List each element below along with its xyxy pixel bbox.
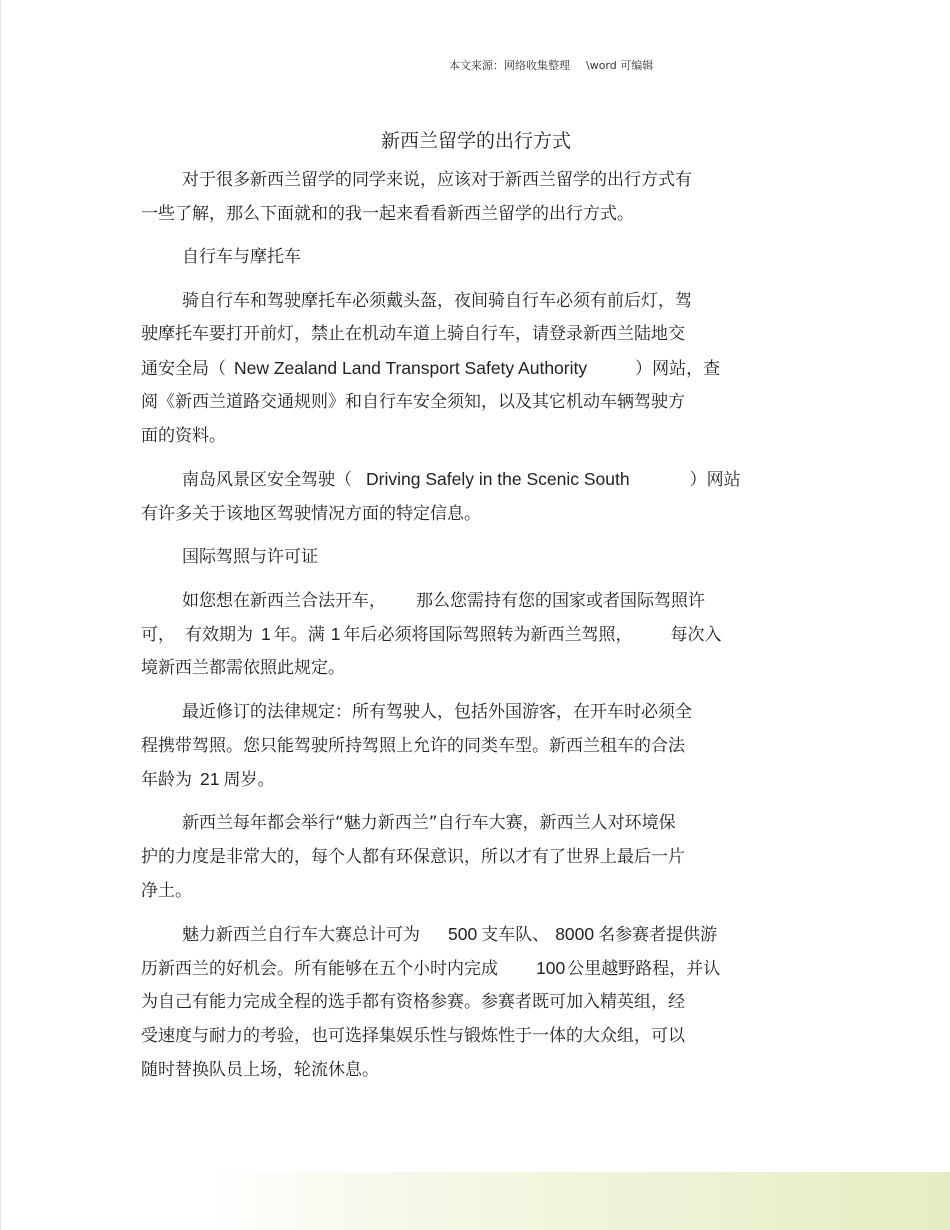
section-heading: 国际驾照与许可证	[182, 547, 318, 567]
paragraph-line: 受速度与耐力的考验，也可选择集娱乐性与锻炼性于一体的大众组，可以	[141, 1026, 685, 1046]
text-run: 魅力新西兰自行车大赛总计可为	[182, 925, 420, 945]
paragraph-line: 面的资料。	[141, 426, 226, 446]
number: 1	[261, 624, 271, 644]
text-run: 周岁。	[223, 770, 275, 790]
text-run: 支车队、	[481, 925, 550, 945]
english-term: New Zealand Land Transport Safety Authority	[234, 358, 588, 378]
text-run: 名参赛者提供游	[598, 925, 718, 945]
text-run: 如您想在新西兰合法开车，	[182, 591, 386, 611]
text-run: 那么您需持有您的国家或者国际驾照许	[416, 591, 705, 611]
paragraph-line: 随时替换队员上场，轮流休息。	[141, 1060, 379, 1080]
text-run: 每次入	[670, 625, 722, 645]
number: 500	[448, 924, 478, 944]
paragraph-line: 新西兰每年都会举行“魅力新西兰”自行车大赛，新西兰人对环境保	[182, 813, 676, 833]
paragraph-line: 对于很多新西兰留学的同学来说，应该对于新西兰留学的出行方式有	[182, 170, 692, 190]
text-run: 公里越野路程，并认	[567, 959, 721, 979]
text-run: 南岛风景区安全驾驶（	[182, 470, 352, 490]
paragraph-line	[182, 922, 717, 947]
header-note	[449, 57, 653, 73]
footer-decoration	[201, 1172, 950, 1230]
paragraph-line: 程携带驾照。您只能驾驶所持驾照上允许的同类车型。新西兰租车的合法	[141, 736, 685, 756]
editable-label: \word 可编辑	[586, 59, 654, 72]
paragraph-line	[141, 622, 721, 647]
number: 8000	[555, 924, 595, 944]
number: 21	[200, 769, 220, 789]
paragraph-line	[182, 589, 705, 613]
text-run: ）网站，查	[635, 359, 721, 379]
document-title: 新西兰留学的出行方式	[380, 130, 571, 152]
number: 100	[536, 958, 566, 978]
number: 1	[330, 624, 341, 644]
paragraph-line: 阅《新西兰道路交通规则》和自行车安全须知，以及其它机动车辆驾驶方	[141, 392, 685, 412]
text-run: 有效期为	[185, 625, 253, 645]
paragraph-line	[141, 956, 720, 981]
paragraph-line	[182, 467, 741, 492]
paragraph-line: 有许多关于该地区驾驶情况方面的特定信息。	[141, 504, 481, 524]
paragraph-line	[141, 356, 720, 381]
paragraph-line: 最近修订的法律规定：所有驾驶人，包括外国游客，在开车时必须全	[182, 702, 692, 722]
paragraph-line: 护的力度是非常大的，每个人都有环保意识，所以才有了世界上最后一片	[141, 847, 685, 867]
paragraph-line	[141, 767, 274, 792]
text-run: 通安全局（	[141, 359, 226, 379]
text-run: 年后必须将国际驾照转为新西兰驾照，	[343, 625, 633, 645]
text-run: 年龄为	[141, 770, 192, 790]
source-label: 本文来源：网络收集整理	[449, 59, 570, 72]
paragraph-line: 境新西兰都需依照此规定。	[141, 658, 345, 678]
english-term: Driving Safely in the Scenic South	[366, 469, 630, 489]
paragraph-line: 骑自行车和驾驶摩托车必须戴头盔，夜间骑自行车必须有前后灯，驾	[182, 291, 692, 311]
text-run: ）网站	[689, 470, 741, 490]
section-heading: 自行车与摩托车	[182, 247, 301, 267]
text-run: 可，	[141, 625, 175, 645]
text-run: 年。满	[273, 625, 325, 645]
paragraph-line: 驶摩托车要打开前灯，禁止在机动车道上骑自行车，请登录新西兰陆地交	[141, 324, 685, 344]
paragraph-line: 为自己有能力完成全程的选手都有资格参赛。参赛者既可加入精英组，经	[141, 992, 685, 1012]
paragraph-line: 一些了解，那么下面就和的我一起来看看新西兰留学的出行方式。	[141, 204, 634, 224]
text-run: 历新西兰的好机会。所有能够在五个小时内完成	[141, 959, 498, 979]
paragraph-line: 净土。	[141, 881, 192, 901]
